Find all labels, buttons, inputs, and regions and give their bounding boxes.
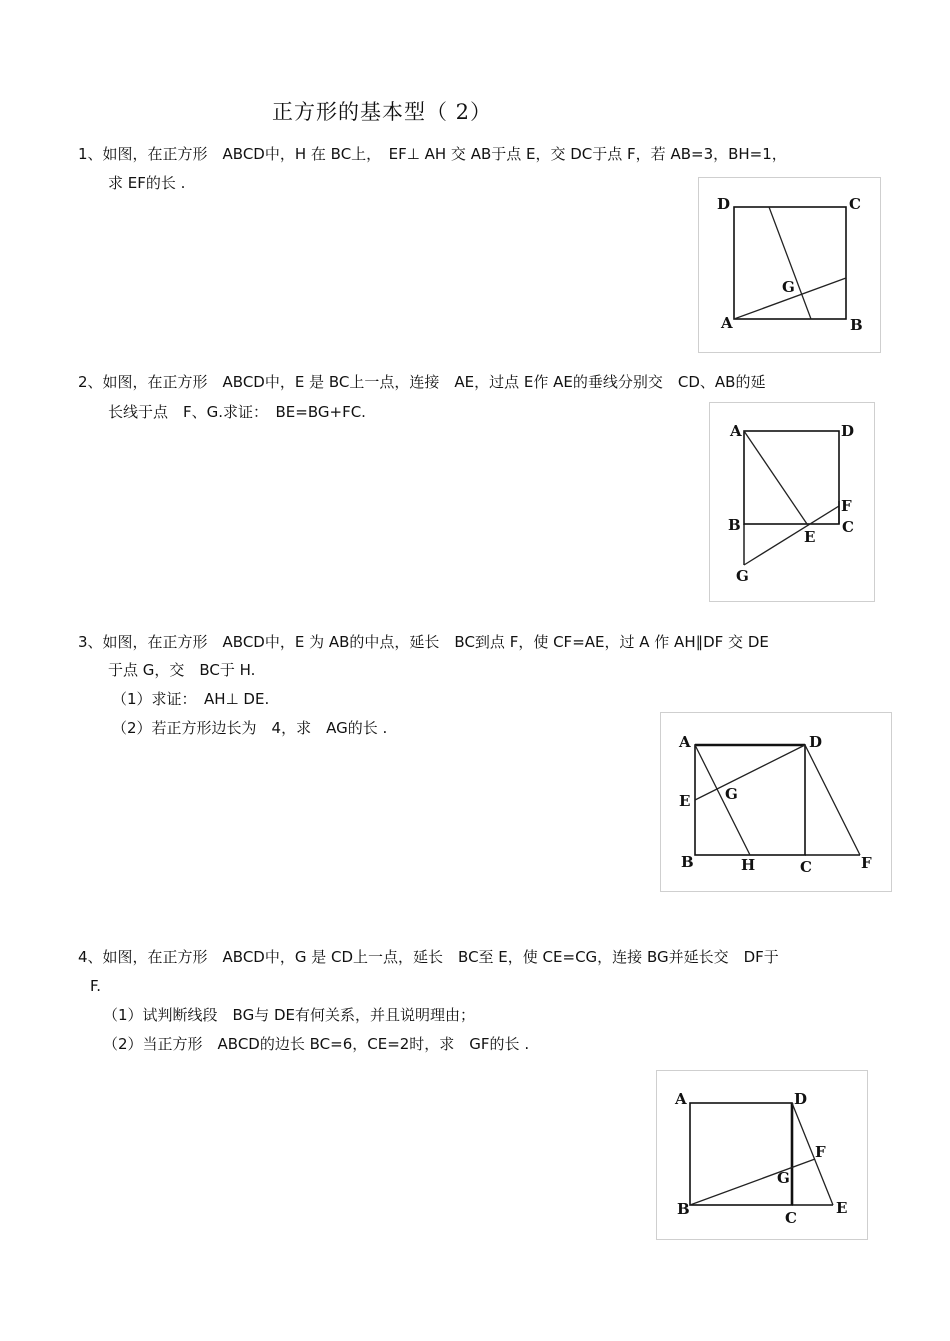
fig3-label-f: F [861,854,872,872]
fig4-label-d: D [794,1090,808,1108]
fig2-label-d: D [841,422,855,440]
fig3-line-df [805,745,860,855]
fig4-square [690,1103,792,1205]
figure-1-diagram [699,178,882,354]
fig2-label-e: E [804,528,816,546]
fig4-line-bf [690,1159,815,1205]
fig2-square [744,431,839,524]
fig4-label-g: G [777,1169,790,1187]
fig2-label-g: G [736,567,749,585]
fig1-label-d: D [717,195,731,213]
figure-2-diagram [710,403,876,603]
figure-1 [698,177,881,353]
fig1-label-c: C [849,195,861,213]
fig4-label-b: B [677,1200,690,1218]
fig1-label-g: G [782,278,795,296]
fig2-label-a: A [730,422,742,440]
fig3-label-c: C [800,858,812,876]
problem-2-line-2: 长线于点 F、G.求证： BE=BG+FC. [108,403,366,421]
figure-2 [709,402,875,602]
problem-4-line-4: （2）当正方形 ABCD的边长 BC=6，CE=2时，求 GF的长 . [103,1035,530,1053]
figure-3 [660,712,892,892]
fig1-line-ef [769,207,811,319]
fig2-line-gf [744,506,839,565]
figure-4 [656,1070,868,1240]
fig3-label-h: H [741,856,756,874]
fig4-label-e: E [836,1199,848,1217]
problem-4-line-1: 4、如图，在正方形 ABCD中，G 是 CD上一点，延长 BC至 E，使 CE=CG，连接 BG并延长交 DF于 [78,948,779,966]
problem-2-line-1: 2、如图，在正方形 ABCD中，E 是 BC上一点，连接 AE，过点 E作 AE的垂线分别交 CD、AB的延 [78,373,766,391]
fig3-label-d: D [809,733,823,751]
fig3-line-de [695,745,805,800]
problem-3-line-2: 于点 G，交 BC于 H. [108,661,256,679]
fig2-label-c: C [842,518,854,536]
problem-3-line-1: 3、如图，在正方形 ABCD中，E 为 AB的中点，延长 BC到点 F，使 CF=AE，过 A 作 AH∥DF 交 DE [78,633,769,651]
problem-4-line-2: F. [90,977,101,995]
fig3-label-g: G [725,785,738,803]
problem-1-line-2: 求 EF的长 . [108,174,186,192]
fig4-label-f: F [815,1143,826,1161]
fig3-label-b: B [681,853,694,871]
fig3-line-ah [695,745,750,855]
problem-1-line-1: 1、如图，在正方形 ABCD中，H 在 BC上， EF⊥ AH 交 AB于点 E，交 DC于点 F，若 AB=3，BH=1， [78,145,787,163]
fig4-label-a: A [675,1090,687,1108]
fig2-label-f: F [841,497,852,515]
problem-4-line-3: （1）试判断线段 BG与 DE有何关系，并且说明理由； [103,1006,475,1024]
problem-3-line-3: （1）求证： AH⊥ DE. [112,690,270,708]
fig3-label-a: A [679,733,691,751]
figure-3-diagram [661,713,893,893]
fig4-line-de [792,1103,833,1205]
fig4-label-c: C [785,1209,797,1227]
page-title: 正方形的基本型（ 2） [272,100,493,124]
problem-3-line-4: （2）若正方形边长为 4，求 AG的长 . [112,719,388,737]
fig2-label-b: B [728,516,741,534]
fig2-line-ae [744,431,807,524]
figure-4-diagram [657,1071,869,1241]
fig1-label-b: B [850,316,863,334]
fig3-square [695,745,805,855]
fig3-label-e: E [679,792,691,810]
fig1-label-a: A [721,314,733,332]
